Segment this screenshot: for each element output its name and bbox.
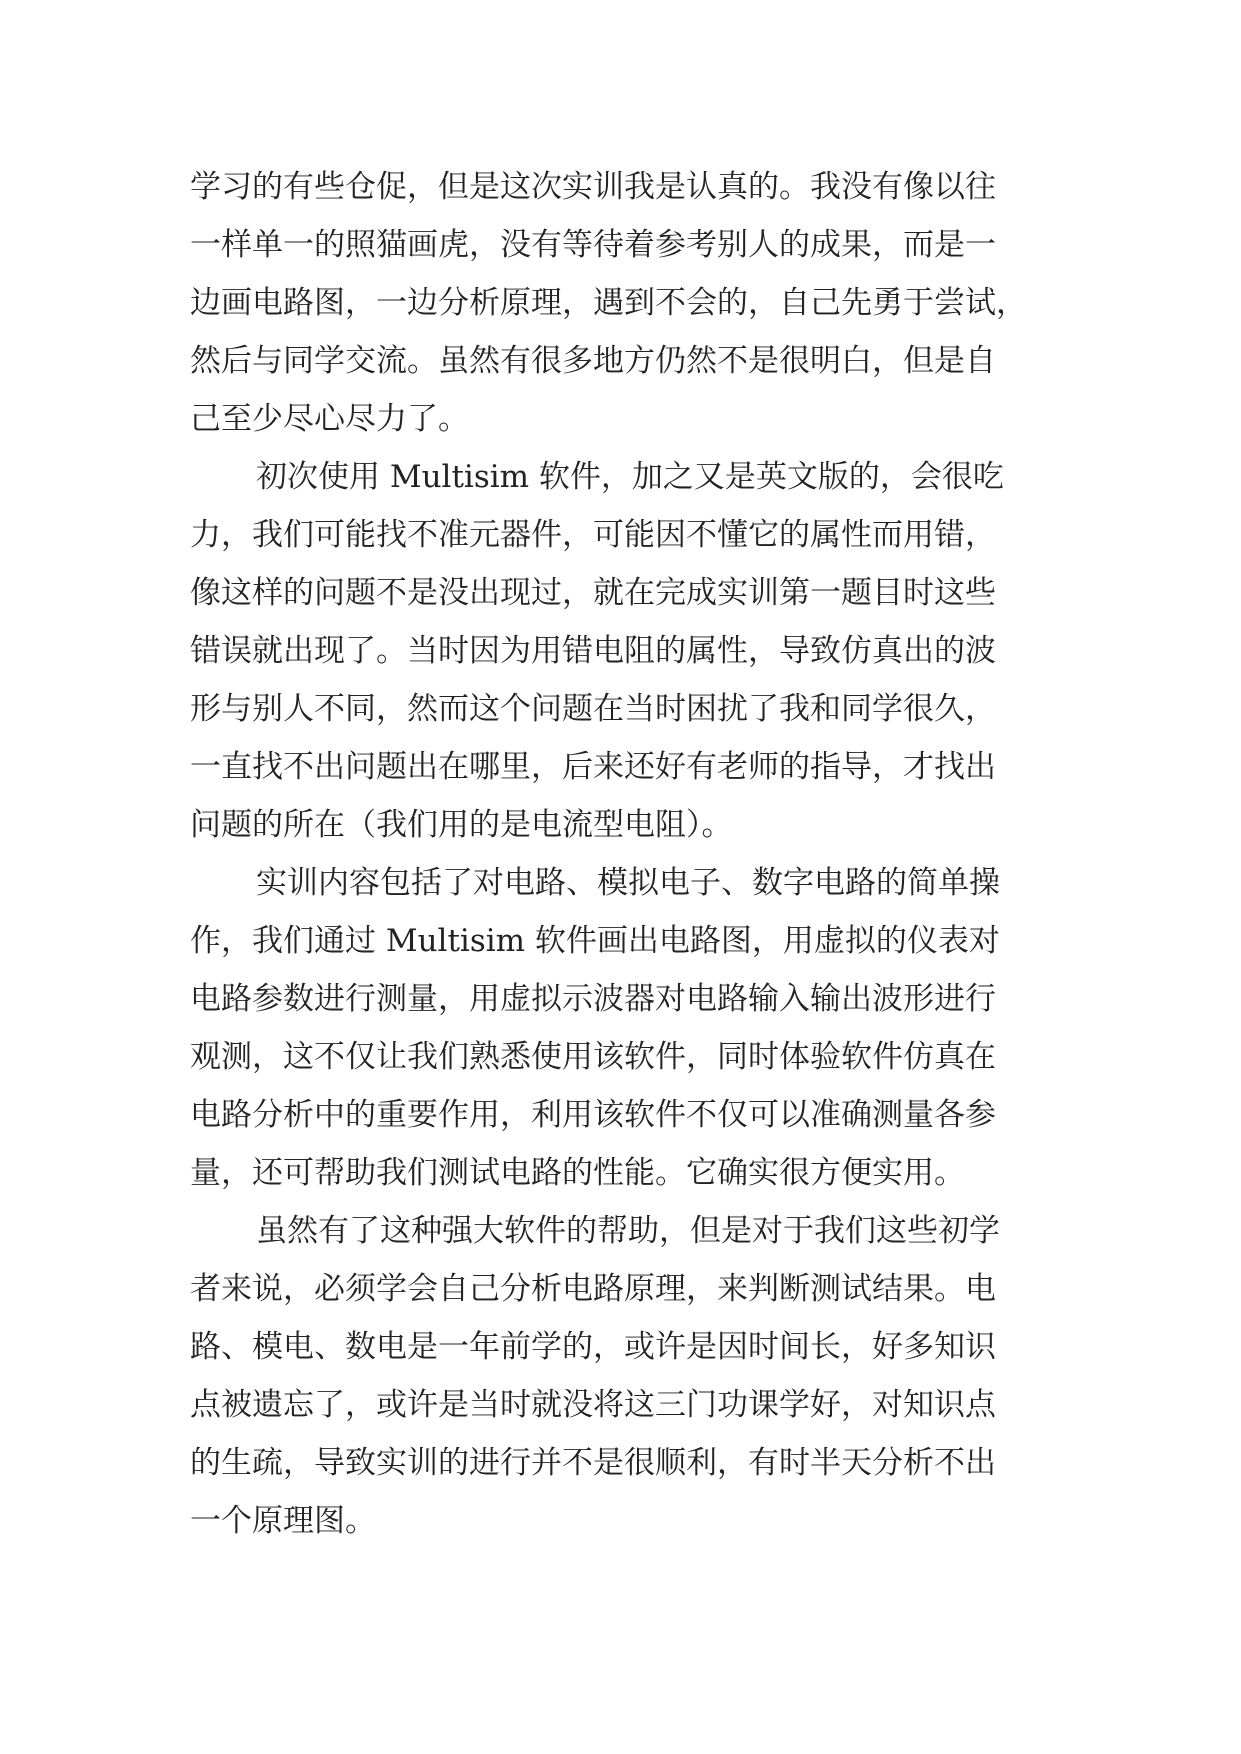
paragraph-line: 错误就出现了。当时因为用错电阻的属性，导致仿真出的波 [190,633,996,669]
paragraph-4 [190,1202,1058,1550]
paragraph-line: 观测，这不仅让我们熟悉使用该软件，同时体验软件仿真在 [190,1039,996,1075]
paragraph-line: 力，我们可能找不准元器件，可能因不懂它的属性而用错， [190,517,996,553]
paragraph-line: 一个原理图。 [190,1503,376,1539]
paragraph-line: 路、模电、数电是一年前学的，或许是因时间长，好多知识 [190,1329,996,1365]
document-body [190,158,1058,1550]
paragraph-line: 形与别人不同，然而这个问题在当时困扰了我和同学很久， [190,691,996,727]
paragraph-line: 者来说，必须学会自己分析电路原理，来判断测试结果。电 [190,1271,996,1307]
paragraph-line: 电路参数进行测量，用虚拟示波器对电路输入输出波形进行 [190,981,996,1017]
paragraph-line: 电路分析中的重要作用，利用该软件不仅可以准确测量各参 [190,1097,996,1133]
paragraph-first-line: 实训内容包括了对电路、模拟电子、数字电路的简单操 [256,865,1000,901]
paragraph-line: 像这样的问题不是没出现过，就在完成实训第一题目时这些 [190,575,996,611]
paragraph-1 [190,158,1058,448]
paragraph-line: 的生疏，导致实训的进行并不是很顺利，有时半天分析不出 [190,1445,996,1481]
paragraph-line: 量，还可帮助我们测试电路的性能。它确实很方便实用。 [190,1155,965,1191]
paragraph-line: 问题的所在（我们用的是电流型电阻）。 [190,807,733,843]
paragraph-first-line: 虽然有了这种强大软件的帮助，但是对于我们这些初学 [256,1213,1000,1249]
paragraph-3 [190,854,1058,1202]
paragraph-line: 己至少尽心尽力了。 [190,401,469,437]
paragraph-line: 一样单一的照猫画虎，没有等待着参考别人的成果，而是一 [190,227,996,263]
paragraph-line: 边画电路图，一边分析原理，遇到不会的，自己先勇于尝试， [190,285,1027,321]
paragraph-first-line: 初次使用 Multisim 软件，加之又是英文版的，会很吃 [256,459,1004,495]
paragraph-line: 点被遗忘了，或许是当时就没将这三门功课学好，对知识点 [190,1387,996,1423]
paragraph-2 [190,448,1058,854]
paragraph-line: 然后与同学交流。虽然有很多地方仍然不是很明白，但是自 [190,343,996,379]
paragraph-line: 学习的有些仓促，但是这次实训我是认真的。我没有像以往 [190,169,996,205]
paragraph-line: 作，我们通过 Multisim 软件画出电路图，用虚拟的仪表对 [190,923,1000,959]
paragraph-line: 一直找不出问题出在哪里，后来还好有老师的指导，才找出 [190,749,996,785]
